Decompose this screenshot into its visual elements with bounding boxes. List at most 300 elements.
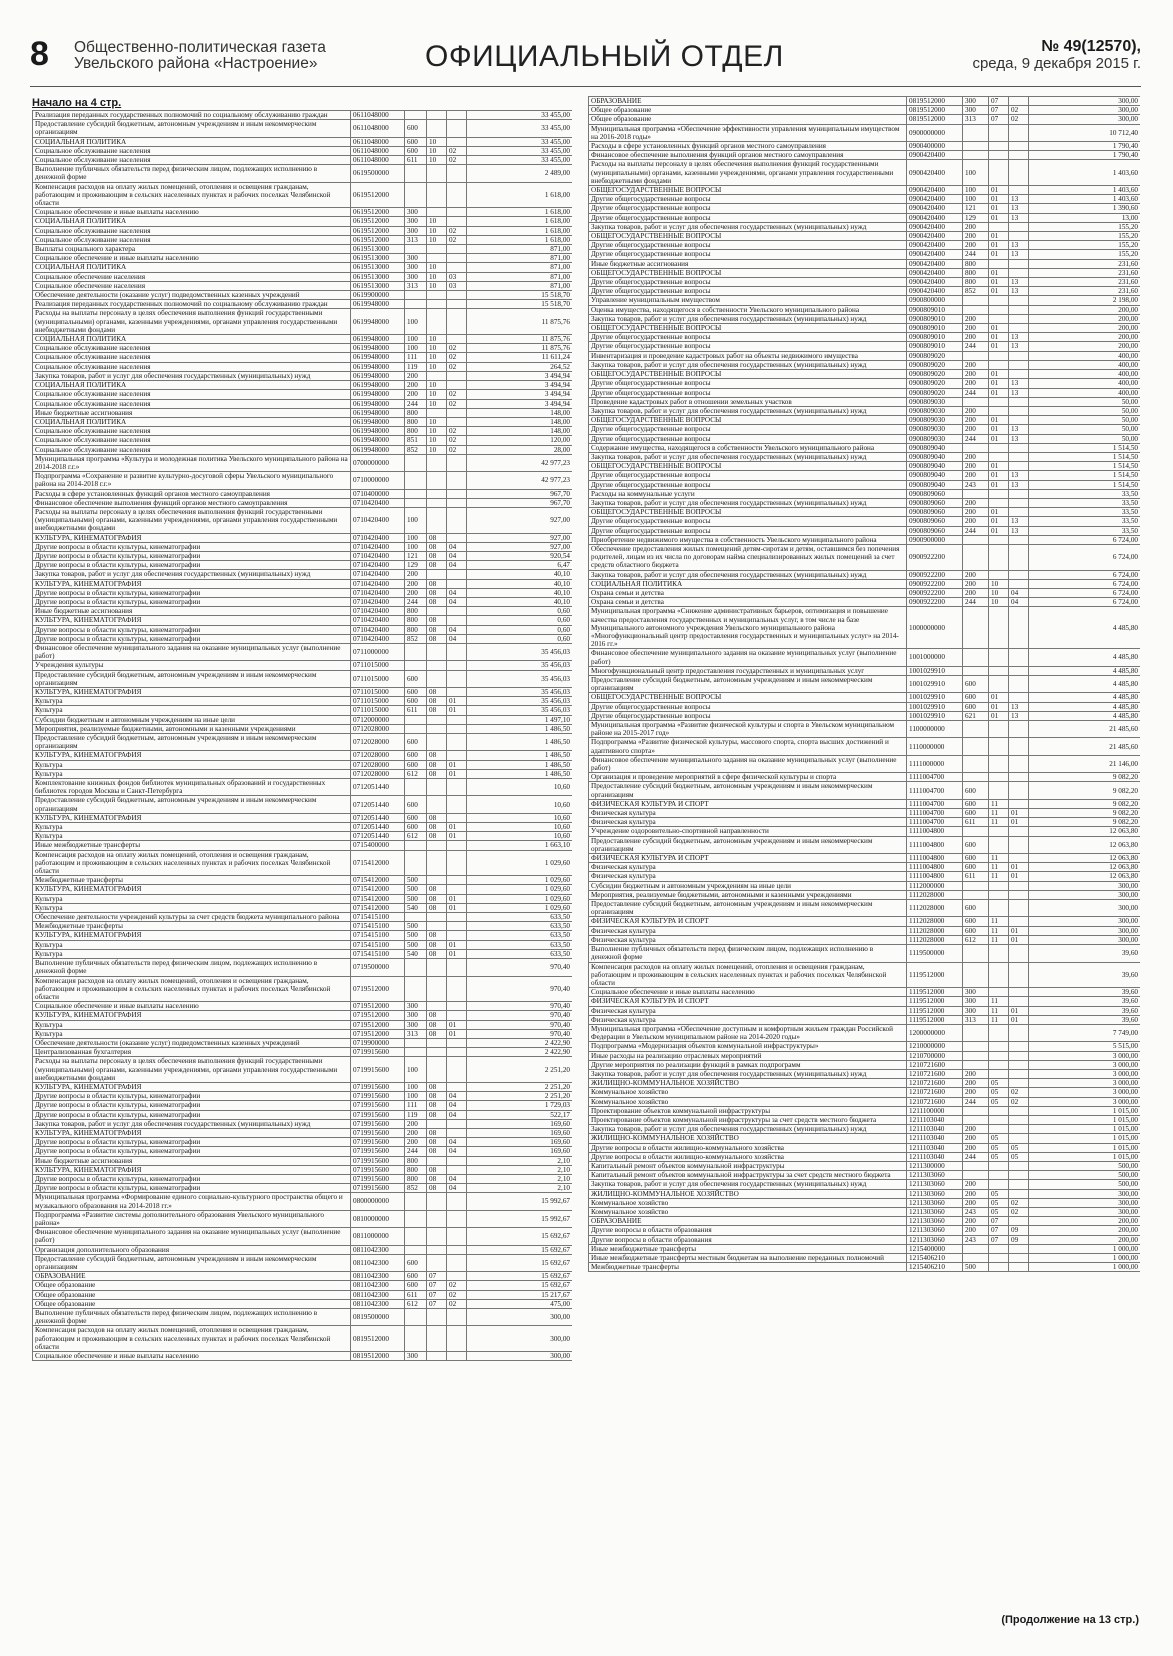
subsection-cell [1009, 1051, 1029, 1060]
section-cell [989, 397, 1009, 406]
table-row [589, 259, 1141, 268]
row-name-cell: Культура [33, 894, 351, 903]
subsection-cell [447, 976, 467, 1002]
row-name-cell: Капитальный ремонт объектов коммунальной инфраструктуры [589, 1161, 907, 1170]
row-name-cell: ФИЗИЧЕСКАЯ КУЛЬТУРА И СПОРТ [589, 799, 907, 808]
expense-type-cell: 300 [405, 226, 427, 235]
expense-type-cell: 243 [963, 1235, 989, 1244]
row-name-cell: Предоставление субсидий бюджетным, автономным учреждениям и иным некоммерческим организациям [33, 734, 351, 751]
expense-type-cell: 500 [405, 940, 427, 949]
amount-cell: 970,40 [467, 1002, 573, 1011]
table-row [589, 124, 1141, 141]
row-name-cell: Культура [33, 823, 351, 832]
row-name-cell: Финансовое обеспечение выполнения функций органов местного самоуправления [33, 498, 351, 507]
amount-cell: 1 514,50 [1029, 480, 1141, 489]
table-row [589, 579, 1141, 588]
amount-cell: 264,52 [467, 362, 573, 371]
target-code-cell: 0900809030 [907, 434, 963, 443]
subsection-cell [447, 291, 467, 300]
target-code-cell: 0619948000 [351, 344, 405, 353]
section-cell: 08 [427, 832, 447, 841]
section-cell: 07 [989, 106, 1009, 115]
table-row [589, 452, 1141, 461]
section-cell [989, 452, 1009, 461]
subsection-cell [1009, 151, 1029, 160]
row-name-cell: Межбюджетные трансферты [589, 1263, 907, 1272]
table-row [589, 250, 1141, 259]
row-name-cell: Другие общегосударственные вопросы [589, 333, 907, 342]
row-name-cell: Закупка товаров, работ и услуг для обеспечения государственных (муниципальных) нужд [589, 360, 907, 369]
subsection-cell: 09 [1009, 1235, 1029, 1244]
target-code-cell: 1119512000 [907, 962, 963, 988]
expense-type-cell: 600 [405, 1281, 427, 1290]
row-name-cell: Расходы на выплаты персоналу в целях обеспечения выполнения функций государственными (муниципальными) органами, казенными учреждениями, органами управления государственными внебюджетными фондами [33, 507, 351, 533]
amount-cell: 1 029,60 [467, 850, 573, 876]
row-name-cell: Другие вопросы в области культуры, кинематографии [33, 1174, 351, 1183]
table-row [33, 146, 573, 155]
header-divider [30, 86, 1141, 87]
target-code-cell: 0719915600 [351, 1156, 405, 1165]
row-name-cell: Мероприятия, реализуемые бюджетными, автономными и казенными учреждениями [589, 890, 907, 899]
amount-cell: 3 000,00 [1029, 1079, 1141, 1088]
amount-cell: 231,60 [1029, 268, 1141, 277]
section-cell [427, 570, 447, 579]
row-name-cell: Другие общегосударственные вопросы [589, 526, 907, 535]
amount-cell: 4 485,80 [1029, 676, 1141, 693]
subsection-cell: 02 [447, 1281, 467, 1290]
table-row [33, 1299, 573, 1308]
section-cell: 08 [427, 1082, 447, 1091]
table-row [33, 436, 573, 445]
target-code-cell: 1111004800 [907, 854, 963, 863]
target-code-cell: 1119500000 [907, 945, 963, 962]
section-cell [427, 1038, 447, 1047]
amount-cell: 400,00 [1029, 388, 1141, 397]
table-row [589, 809, 1141, 818]
target-code-cell: 0710420400 [351, 551, 405, 560]
section-cell [989, 314, 1009, 323]
target-code-cell: 0900400000 [907, 142, 963, 151]
table-row [589, 827, 1141, 836]
row-name-cell: Социальное обслуживание населения [33, 156, 351, 165]
target-code-cell: 0811042300 [351, 1245, 405, 1254]
expense-type-cell [963, 607, 989, 649]
target-code-cell: 0811042300 [351, 1272, 405, 1281]
target-code-cell: 0715412000 [351, 894, 405, 903]
amount-cell: 35 456,03 [467, 688, 573, 697]
subsection-cell: 03 [447, 281, 467, 290]
subsection-cell [1009, 738, 1029, 755]
row-name-cell: ОБЩЕГОСУДАРСТВЕННЫЕ ВОПРОСЫ [589, 324, 907, 333]
subsection-cell [1009, 799, 1029, 808]
section-cell [989, 890, 1009, 899]
target-code-cell: 0619512000 [351, 217, 405, 226]
amount-cell: 12 063,80 [1029, 863, 1141, 872]
row-name-cell: Учреждение оздоровительно-спортивной направленности [589, 827, 907, 836]
amount-cell: 300,00 [1029, 97, 1141, 106]
amount-cell: 1 618,00 [467, 208, 573, 217]
table-row [589, 1143, 1141, 1152]
row-name-cell: Закупка товаров, работ и услуг для обеспечения государственных (муниципальных) нужд [589, 1069, 907, 1078]
amount-cell: 3 494,94 [467, 381, 573, 390]
section-cell: 01 [989, 241, 1009, 250]
table-row [33, 724, 573, 733]
row-name-cell: ОБЩЕГОСУДАРСТВЕННЫЕ ВОПРОСЫ [589, 693, 907, 702]
section-cell [427, 408, 447, 417]
section-cell [427, 371, 447, 380]
section-cell [989, 1042, 1009, 1051]
amount-cell: 28,00 [467, 445, 573, 454]
row-name-cell: Коммунальное хозяйство [589, 1097, 907, 1106]
amount-cell: 300,00 [467, 1326, 573, 1352]
target-code-cell: 0712028000 [351, 760, 405, 769]
row-name-cell: Закупка товаров, работ и услуг для обеспечения государственных (муниципальных) нужд [589, 406, 907, 415]
expense-type-cell [405, 643, 427, 660]
target-code-cell: 0900809010 [907, 342, 963, 351]
amount-cell: 155,20 [1029, 241, 1141, 250]
row-name-cell: Закупка товаров, работ и услуг для обеспечения государственных (муниципальных) нужд [589, 1180, 907, 1189]
section-cell: 08 [427, 561, 447, 570]
amount-cell: 39,60 [1029, 962, 1141, 988]
expense-type-cell: 200 [963, 452, 989, 461]
row-name-cell: Иные межбюджетные трансферты [589, 1244, 907, 1253]
target-code-cell: 0710420400 [351, 570, 405, 579]
section-cell [427, 643, 447, 660]
expense-type-cell: 600 [405, 146, 427, 155]
subsection-cell [1009, 443, 1029, 452]
target-code-cell: 0712051440 [351, 813, 405, 822]
target-code-cell: 1001029910 [907, 693, 963, 702]
subsection-cell [447, 1326, 467, 1352]
target-code-cell: 0900809030 [907, 397, 963, 406]
expense-type-cell: 612 [963, 935, 989, 944]
section-cell: 08 [427, 823, 447, 832]
section-cell: 08 [427, 597, 447, 606]
target-code-cell: 0619512000 [351, 182, 405, 208]
row-name-cell: Предоставление субсидий бюджетным, автономным учреждениям и иным некоммерческим организациям [589, 676, 907, 693]
amount-cell: 10,60 [467, 779, 573, 796]
target-code-cell: 1111004700 [907, 818, 963, 827]
target-code-cell: 0711015000 [351, 688, 405, 697]
target-code-cell: 0719915600 [351, 1184, 405, 1193]
table-row [33, 1020, 573, 1029]
section-cell: 08 [427, 949, 447, 958]
amount-cell: 4 485,80 [1029, 666, 1141, 675]
row-name-cell: КУЛЬТУРА, КИНЕМАТОГРАФИЯ [33, 1011, 351, 1020]
section-cell: 10 [427, 156, 447, 165]
table-row [33, 182, 573, 208]
target-code-cell: 0719512000 [351, 976, 405, 1002]
table-row [33, 779, 573, 796]
section-cell: 01 [989, 416, 1009, 425]
table-row [589, 195, 1141, 204]
section-cell: 01 [989, 526, 1009, 535]
subsection-cell: 02 [1009, 1088, 1029, 1097]
amount-cell: 300,00 [1029, 926, 1141, 935]
amount-cell: 3 000,00 [1029, 1069, 1141, 1078]
section-cell: 05 [989, 1134, 1009, 1143]
section-cell: 08 [427, 1174, 447, 1183]
row-name-cell: Социальное обслуживание населения [33, 445, 351, 454]
row-name-cell: Иные расходы на реализацию отраслевых мероприятий [589, 1051, 907, 1060]
section-cell: 08 [427, 588, 447, 597]
table-row [589, 115, 1141, 124]
table-row [589, 480, 1141, 489]
amount-cell: 15 992,67 [467, 1210, 573, 1227]
table-row [589, 544, 1141, 570]
expense-type-cell: 852 [405, 445, 427, 454]
amount-cell: 300,00 [1029, 890, 1141, 899]
subsection-cell [447, 913, 467, 922]
amount-cell: 6,47 [467, 561, 573, 570]
section-cell: 08 [427, 760, 447, 769]
table-row [33, 1011, 573, 1020]
expense-type-cell [963, 544, 989, 570]
section-cell: 05 [989, 1207, 1009, 1216]
amount-cell: 300,00 [1029, 106, 1141, 115]
row-name-cell: Другие вопросы в области культуры, кинематографии [33, 1101, 351, 1110]
amount-cell: 1 514,50 [1029, 471, 1141, 480]
target-code-cell: 1001000000 [907, 649, 963, 666]
section-cell [427, 1048, 447, 1057]
table-row [589, 222, 1141, 231]
row-name-cell: Другие общегосударственные вопросы [589, 278, 907, 287]
table-row [589, 570, 1141, 579]
row-name-cell: Финансовое обеспечение муниципального задания на оказание муниципальных услуг (выполнение работ) [33, 1228, 351, 1245]
row-name-cell: Закупка товаров, работ и услуг для обеспечения государственных (муниципальных) нужд [589, 570, 907, 579]
expense-type-cell: 313 [963, 1015, 989, 1024]
row-name-cell: Компенсация расходов на оплату жилых помещений, отопления и освещения гражданам, работающим и проживающим в сельских населенных пунктах и рабочих поселках Челябинской области [33, 976, 351, 1002]
target-code-cell: 0611048000 [351, 111, 405, 120]
row-name-cell: Социальное обслуживание населения [33, 226, 351, 235]
table-row [33, 300, 573, 309]
expense-type-cell: 244 [405, 399, 427, 408]
row-name-cell: КУЛЬТУРА, КИНЕМАТОГРАФИЯ [33, 931, 351, 940]
row-name-cell: Другие вопросы в области культуры, кинематографии [33, 634, 351, 643]
section-cell: 08 [427, 1092, 447, 1101]
section-cell: 08 [427, 903, 447, 912]
expense-type-cell: 611 [405, 156, 427, 165]
row-name-cell: КУЛЬТУРА, КИНЕМАТОГРАФИЯ [33, 1165, 351, 1174]
target-code-cell: 0900420400 [907, 204, 963, 213]
expense-type-cell: 244 [963, 1152, 989, 1161]
expense-type-cell [963, 296, 989, 305]
target-code-cell: 0619948000 [351, 353, 405, 362]
table-row [33, 417, 573, 426]
section-cell [989, 962, 1009, 988]
target-code-cell: 0715415100 [351, 913, 405, 922]
section-cell [427, 489, 447, 498]
target-code-cell: 0810000000 [351, 1210, 405, 1227]
table-row [33, 796, 573, 813]
table-row [589, 926, 1141, 935]
table-row [33, 335, 573, 344]
expense-type-cell: 300 [963, 988, 989, 997]
subsection-cell: 02 [1009, 1207, 1029, 1216]
row-name-cell: Расходы в сфере установленных функций органов местного самоуправления [589, 142, 907, 151]
expense-type-cell: 244 [963, 434, 989, 443]
section-cell: 08 [427, 616, 447, 625]
issue-info [972, 38, 1141, 72]
expense-type-cell: 800 [405, 616, 427, 625]
amount-cell: 1 015,00 [1029, 1125, 1141, 1134]
amount-cell: 15 518,70 [467, 291, 573, 300]
issue-number: № 49(12570), [1041, 38, 1141, 55]
section-cell: 05 [989, 1097, 1009, 1106]
subsection-cell [1009, 1171, 1029, 1180]
target-code-cell: 1211303060 [907, 1171, 963, 1180]
subsection-cell [447, 850, 467, 876]
target-code-cell: 0900420400 [907, 268, 963, 277]
section-cell [427, 472, 447, 489]
section-cell [427, 1193, 447, 1210]
table-row [589, 666, 1141, 675]
expense-type-cell: 121 [963, 204, 989, 213]
expense-type-cell: 300 [405, 1020, 427, 1029]
target-code-cell: 1111000000 [907, 755, 963, 772]
section-cell: 01 [989, 268, 1009, 277]
table-row [589, 836, 1141, 853]
section-cell [989, 570, 1009, 579]
target-code-cell: 0619948000 [351, 408, 405, 417]
table-row [33, 931, 573, 940]
row-name-cell: Проектирование объектов коммунальной инфраструктуры за счет средств местного бюджета [589, 1115, 907, 1124]
section-cell [427, 779, 447, 796]
table-row [589, 535, 1141, 544]
expense-type-cell: 200 [963, 314, 989, 323]
subsection-cell: 01 [447, 949, 467, 958]
subsection-cell [447, 734, 467, 751]
target-code-cell: 0900809010 [907, 305, 963, 314]
subsection-cell: 04 [447, 597, 467, 606]
expense-type-cell: 600 [963, 836, 989, 853]
target-code-cell: 0715415100 [351, 949, 405, 958]
amount-cell: 1 486,50 [467, 751, 573, 760]
row-name-cell: Другие общегосударственные вопросы [589, 342, 907, 351]
section-cell [989, 649, 1009, 666]
section-cell: 10 [427, 146, 447, 155]
amount-cell: 4 485,80 [1029, 711, 1141, 720]
amount-cell: 6 724,00 [1029, 570, 1141, 579]
section-cell [427, 796, 447, 813]
target-code-cell: 0712051440 [351, 779, 405, 796]
subsection-cell [1009, 773, 1029, 782]
subsection-cell: 05 [1009, 1152, 1029, 1161]
row-name-cell: Социальное обеспечение и иные выплаты населению [589, 988, 907, 997]
expense-type-cell [405, 661, 427, 670]
table-row [589, 917, 1141, 926]
target-code-cell: 0719915600 [351, 1048, 405, 1057]
row-name-cell: Культура [33, 769, 351, 778]
section-cell [989, 151, 1009, 160]
row-name-cell: Организация дополнительного образования [33, 1245, 351, 1254]
expense-type-cell [963, 666, 989, 675]
subsection-cell [447, 137, 467, 146]
row-name-cell: Другие общегосударственные вопросы [589, 711, 907, 720]
expense-type-cell [963, 397, 989, 406]
row-name-cell: Физическая культура [589, 863, 907, 872]
row-name-cell: Другие вопросы в области культуры, кинематографии [33, 1092, 351, 1101]
row-name-cell: Общее образование [33, 1299, 351, 1308]
target-code-cell: 0711015000 [351, 706, 405, 715]
subsection-cell [1009, 462, 1029, 471]
subsection-cell: 05 [1009, 1143, 1029, 1152]
target-code-cell: 0900420400 [907, 213, 963, 222]
table-row [589, 1171, 1141, 1180]
section-cell: 08 [427, 1165, 447, 1174]
amount-cell: 9 082,20 [1029, 773, 1141, 782]
target-code-cell: 0710000000 [351, 472, 405, 489]
table-row [589, 305, 1141, 314]
amount-cell: 2,10 [467, 1156, 573, 1165]
subsection-cell [1009, 1134, 1029, 1143]
table-row [589, 598, 1141, 607]
subsection-cell: 13 [1009, 702, 1029, 711]
section-cell: 10 [989, 598, 1009, 607]
section-cell: 10 [427, 263, 447, 272]
expense-type-cell [405, 715, 427, 724]
section-cell [989, 1254, 1009, 1263]
table-row [589, 962, 1141, 988]
target-code-cell: 0900420400 [907, 151, 963, 160]
subsection-cell [1009, 945, 1029, 962]
row-name-cell: ОБЩЕГОСУДАРСТВЕННЫЕ ВОПРОСЫ [589, 508, 907, 517]
amount-cell: 15 692,67 [467, 1245, 573, 1254]
target-code-cell: 1100000000 [907, 721, 963, 738]
amount-cell: 12 063,80 [1029, 827, 1141, 836]
subsection-cell [447, 1165, 467, 1174]
expense-type-cell: 500 [405, 922, 427, 931]
amount-cell: 970,40 [467, 1011, 573, 1020]
target-code-cell: 0619948000 [351, 390, 405, 399]
expense-type-cell [963, 1244, 989, 1253]
target-code-cell: 0819512000 [907, 106, 963, 115]
amount-cell: 2 251,20 [467, 1082, 573, 1091]
amount-cell: 231,60 [1029, 259, 1141, 268]
amount-cell: 3 000,00 [1029, 1060, 1141, 1069]
amount-cell: 33 455,00 [467, 111, 573, 120]
subsection-cell: 02 [447, 399, 467, 408]
target-code-cell: 0900922200 [907, 588, 963, 597]
target-code-cell: 0900809040 [907, 462, 963, 471]
expense-type-cell [405, 300, 427, 309]
subsection-cell [1009, 1079, 1029, 1088]
row-name-cell: Предоставление субсидий бюджетным, автономным учреждениям и иным некоммерческим организациям [589, 836, 907, 853]
section-cell [989, 773, 1009, 782]
expense-type-cell: 852 [405, 634, 427, 643]
subsection-cell: 01 [1009, 818, 1029, 827]
section-cell [989, 544, 1009, 570]
section-cell: 07 [989, 1217, 1009, 1226]
row-name-cell: Обеспечение деятельности (оказание услуг) подведомственных казенных учреждений [33, 291, 351, 300]
table-row [33, 913, 573, 922]
table-row [33, 362, 573, 371]
subsection-cell: 02 [1009, 115, 1029, 124]
amount-cell: 15 692,67 [467, 1281, 573, 1290]
subsection-cell [447, 643, 467, 660]
target-code-cell: 0900809040 [907, 480, 963, 489]
table-row [33, 940, 573, 949]
table-row [33, 1038, 573, 1047]
amount-cell: 15 992,67 [467, 1193, 573, 1210]
section-cell: 01 [989, 517, 1009, 526]
table-row [33, 263, 573, 272]
row-name-cell: ОБЩЕГОСУДАРСТВЕННЫЕ ВОПРОСЫ [589, 268, 907, 277]
row-name-cell: Субсидии бюджетным и автономным учреждениям на иные цели [33, 715, 351, 724]
amount-cell: 35 456,03 [467, 670, 573, 687]
subsection-cell: 01 [447, 769, 467, 778]
section-cell [989, 721, 1009, 738]
